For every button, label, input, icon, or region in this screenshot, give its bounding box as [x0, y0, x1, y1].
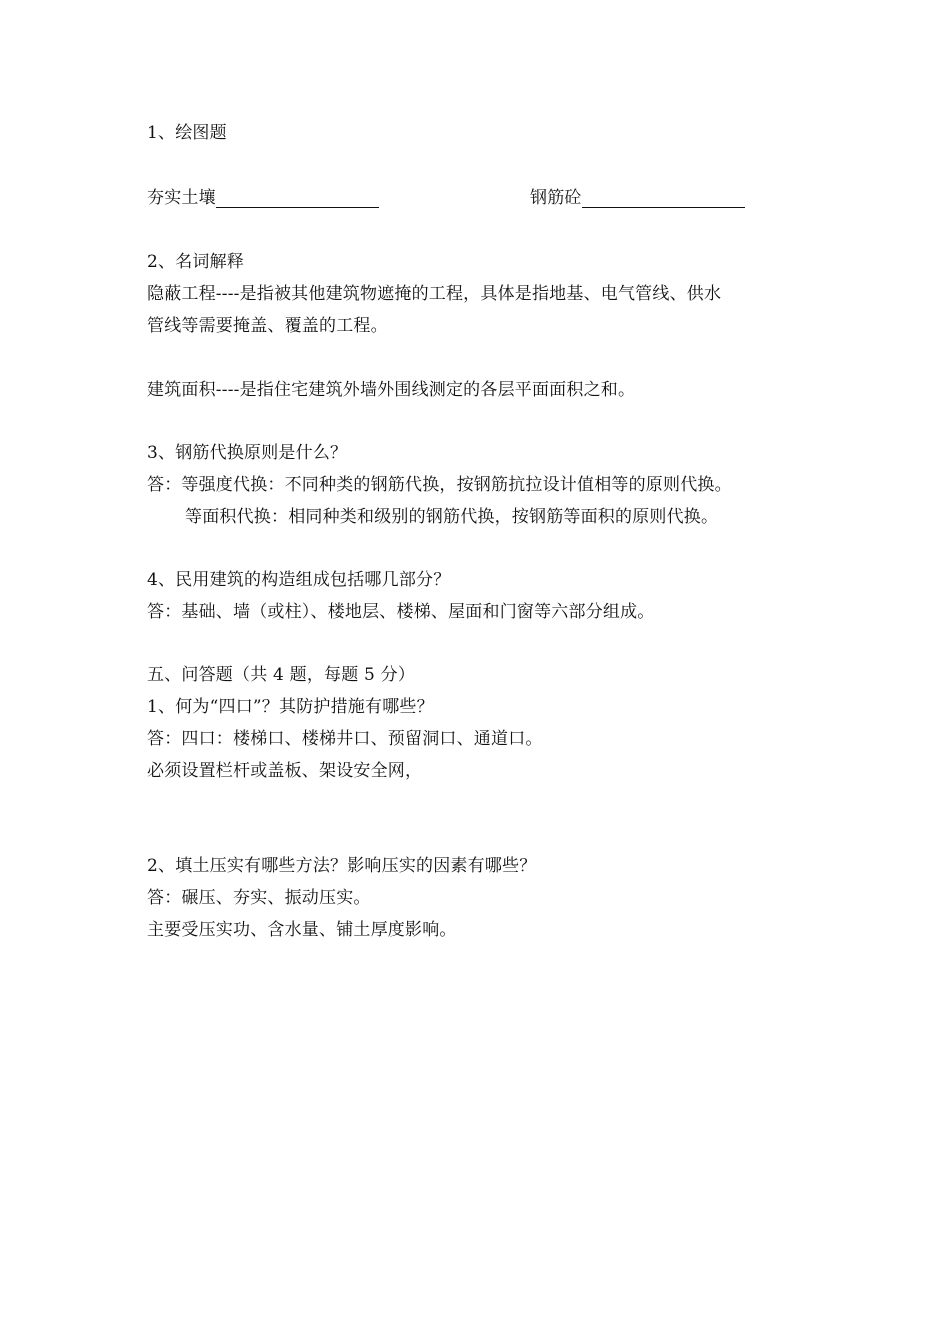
- section5-q1-answer-line2: 必须设置栏杆或盖板、架设安全网，: [147, 761, 423, 781]
- section5-q1-answer-line1: 答：四口：楼梯口、楼梯井口、预留洞口、通道口。: [147, 729, 543, 749]
- term1-line1: 隐蔽工程----是指被其他建筑物遮掩的工程，具体是指地基、电气管线、供水: [147, 284, 722, 304]
- section5-q2-answer-line2: 主要受压实功、含水量、铺土厚度影响。: [147, 920, 457, 940]
- section4-question: 4、民用建筑的构造组成包括哪几部分？: [147, 570, 451, 590]
- section3-answer-line2: 等面积代换：相同种类和级别的钢筋代换，按钢筋等面积的原则代换。: [185, 507, 719, 527]
- term1-line2: 管线等需要掩盖、覆盖的工程。: [147, 316, 388, 336]
- term2-definition: 建筑面积----是指住宅建筑外墙外围线测定的各层平面面积之和。: [147, 380, 636, 400]
- section5-heading: 五、问答题（共 4 题，每题 5 分）: [147, 665, 416, 685]
- drawing-item-left: [147, 188, 379, 208]
- section5-q2: 2、填土压实有哪些方法？影响压实的因素有哪些？: [147, 856, 537, 876]
- section5-q2-answer-line1: 答：碾压、夯实、振动压实。: [147, 888, 371, 908]
- drawing-item-right-label: 钢筋砼: [530, 188, 582, 208]
- section1-heading: 1、绘图题: [147, 123, 227, 143]
- section3-question: 3、钢筋代换原则是什么？: [147, 443, 348, 463]
- section4-answer: 答：基础、墙（或柱）、楼地层、楼梯、屋面和门窗等六部分组成。: [147, 602, 655, 622]
- section5-q1: 1、何为“四口”？其防护措施有哪些？: [147, 697, 434, 717]
- drawing-item-right: [530, 188, 745, 208]
- section3-answer-line1: 答：等强度代换：不同种类的钢筋代换，按钢筋抗拉设计值相等的原则代换。: [147, 475, 732, 495]
- drawing-item-left-label: 夯实土壤: [147, 188, 216, 208]
- answer-blank-right[interactable]: [582, 191, 745, 208]
- answer-blank-left[interactable]: [216, 191, 379, 208]
- section2-heading: 2、名词解释: [147, 252, 245, 272]
